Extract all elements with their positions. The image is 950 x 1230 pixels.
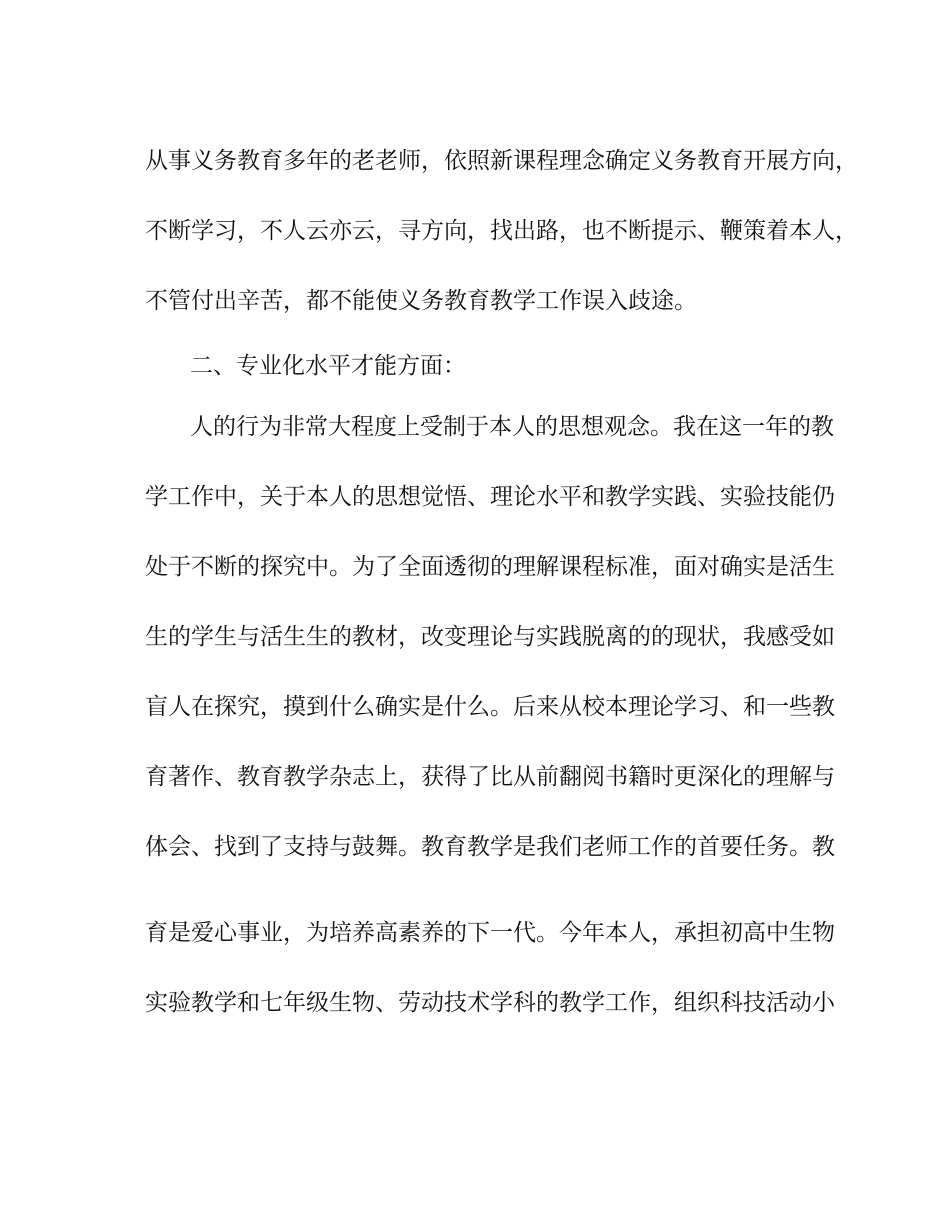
paragraph-line: 从事义务教育多年的老老师，依照新课程理念确定义务教育开展方向， bbox=[145, 148, 858, 174]
paragraph-line: 学工作中，关于本人的思想觉悟、理论水平和教学实践、实验技能仍 bbox=[145, 484, 835, 510]
paragraph-line: 育著作、教育教学杂志上，获得了比从前翻阅书籍时更深化的理解与 bbox=[145, 764, 835, 790]
paragraph-line: 体会、找到了支持与鼓舞。教育教学是我们老师工作的首要任务。教 bbox=[145, 834, 835, 860]
paragraph-line: 育是爱心事业，为培养高素养的下一代。今年本人，承担初高中生物 bbox=[145, 920, 835, 946]
paragraph-line: 盲人在探究，摸到什么确实是什么。后来从校本理论学习、和一些教 bbox=[145, 694, 835, 720]
paragraph-line: 生的学生与活生生的教材，改变理论与实践脱离的的现状，我感受如 bbox=[145, 624, 835, 650]
paragraph-line: 处于不断的探究中。为了全面透彻的理解课程标准，面对确实是活生 bbox=[145, 554, 835, 580]
paragraph-line: 人的行为非常大程度上受制于本人的思想观念。我在这一年的教 bbox=[190, 414, 834, 440]
paragraph-line: 不断学习，不人云亦云，寻方向，找出路，也不断提示、鞭策着本人， bbox=[145, 218, 858, 244]
paragraph-line: 实验教学和七年级生物、劳动技术学科的教学工作，组织科技活动小 bbox=[145, 990, 835, 1016]
section-heading: 二、专业化水平才能方面： bbox=[190, 353, 466, 379]
paragraph-line: 不管付出辛苦，都不能使义务教育教学工作误入歧途。 bbox=[145, 288, 697, 314]
